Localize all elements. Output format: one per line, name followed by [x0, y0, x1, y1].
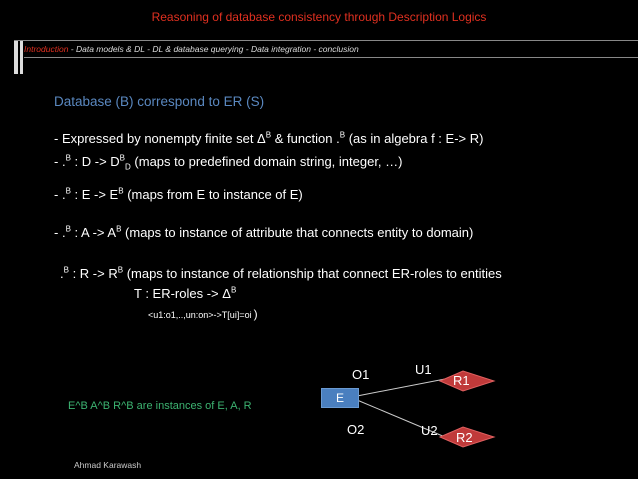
line-2: - .$^B$ : $D -> D^B_D$ (maps to predefined domain string, integer, …) [54, 153, 403, 172]
breadcrumb-divider [24, 57, 638, 58]
r2-label: R2 [456, 430, 473, 445]
line-6: T : ER-roles -> $\Delta^B$ [134, 285, 237, 301]
entity-e-box[interactable]: E [321, 388, 359, 408]
line-4: - .$^B$ : $A -> A^B$ (maps to instance of attribute that connects entity to domain) [54, 224, 474, 240]
slide-title: Database (B) correspond to ER (S) [54, 94, 265, 109]
header-title: Reasoning of database consistency through Description Logics [151, 10, 487, 24]
o1-label: O1 [352, 367, 370, 382]
footer-author: Ahmad Karawash [74, 460, 142, 470]
breadcrumb-rest[interactable]: - Data models & DL - DL & database querying - Data integration - conclusion [68, 44, 359, 54]
line-5: .$^B$ : $R -> R^B$ (maps to instance of relationship that connect ER-roles to entities [60, 265, 502, 281]
line-3: - .$^B$ : $E -> E^B$ (maps from E to instance of E) [54, 186, 303, 202]
breadcrumb-current[interactable]: Introduction [24, 44, 69, 54]
top-divider [14, 40, 638, 41]
line-7: <u1:o1,..,un:on>->T[ui]=oi ) [148, 307, 258, 321]
u2-label: U2 [421, 423, 438, 438]
edge-e-r1 [357, 379, 445, 396]
left-bar-2 [20, 40, 23, 74]
line-1: - Expressed by nonempty finite set $\Delta^B$ & function .$^B$ (as in algebra f : E-> R) [54, 130, 484, 146]
r1-label: R1 [453, 373, 470, 388]
instances-note: E^B A^B R^B are instances of E, A, R [68, 400, 252, 412]
u1-label: U1 [415, 362, 432, 377]
breadcrumb [24, 44, 359, 54]
left-bar-1 [14, 40, 18, 74]
o2-label: O2 [347, 422, 365, 437]
